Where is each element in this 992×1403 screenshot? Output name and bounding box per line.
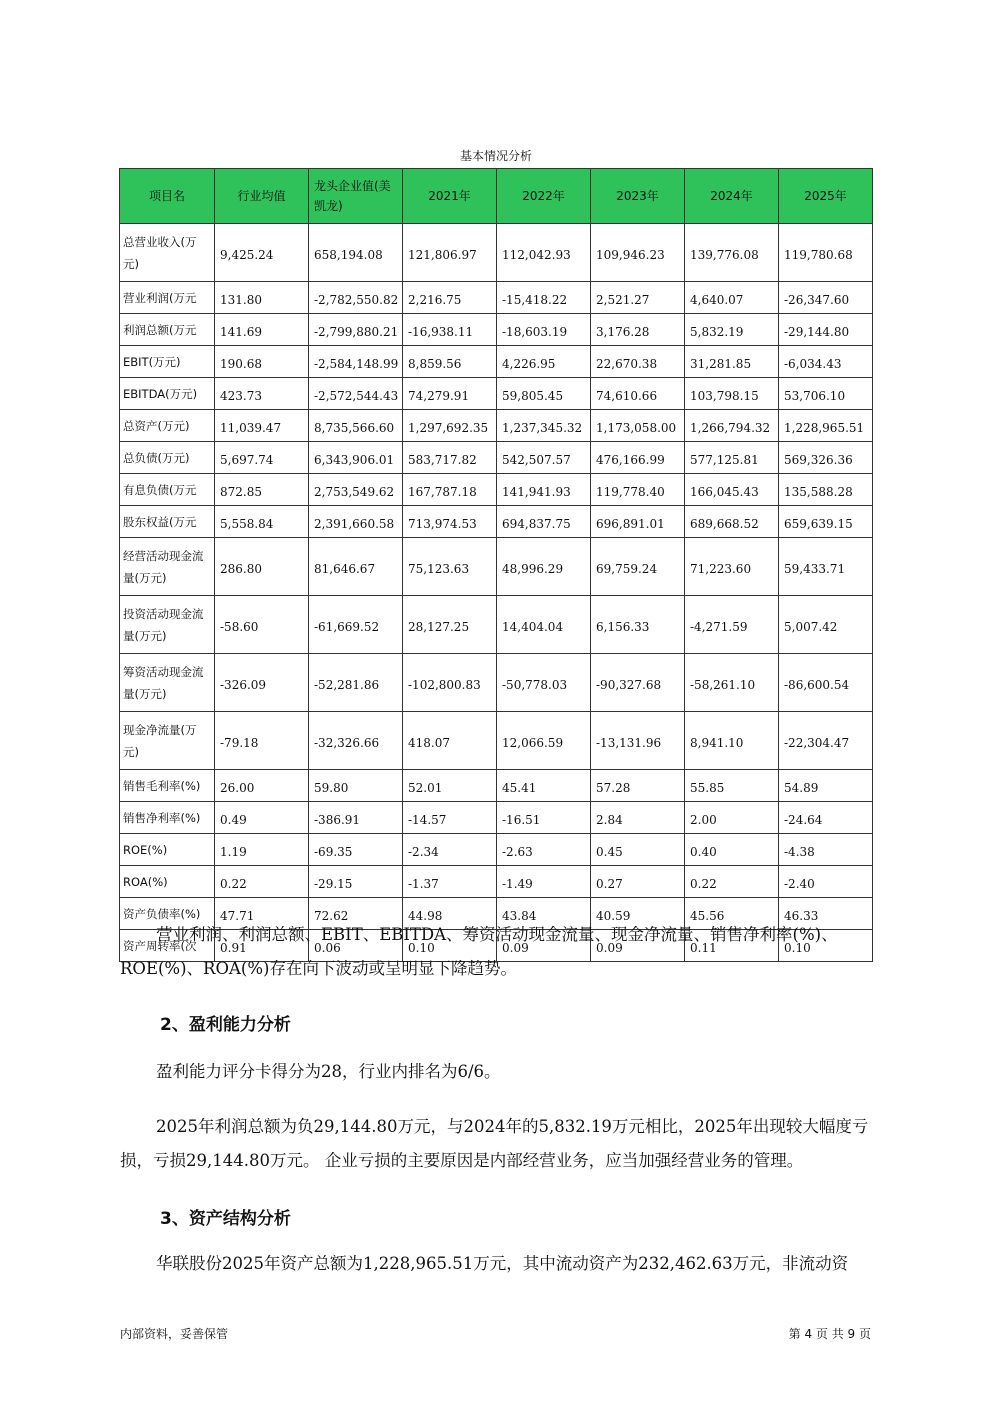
table-cell: -52,281.86 — [309, 654, 403, 712]
table-cell: 4,640.07 — [685, 282, 779, 314]
table-cell: 74,610.66 — [591, 378, 685, 410]
table-cell: 59.80 — [309, 770, 403, 802]
table-cell: 418.07 — [403, 712, 497, 770]
basic-analysis-table — [119, 168, 873, 962]
table-cell: 1,237,345.32 — [497, 410, 591, 442]
section-heading-asset-structure: 3、资产结构分析 — [160, 1209, 291, 1229]
table-cell: 43.84 — [497, 898, 591, 930]
section-heading-profitability: 2、盈利能力分析 — [160, 1015, 291, 1035]
table-row — [120, 866, 873, 898]
table-cell: -14.57 — [403, 802, 497, 834]
table-cell: 59,433.71 — [779, 538, 873, 596]
table-row — [120, 346, 873, 378]
table-cell: 53,706.10 — [779, 378, 873, 410]
row-label: 资产周转率(次 — [120, 930, 215, 962]
table-cell: 14,404.04 — [497, 596, 591, 654]
row-label: 总负债(万元) — [120, 442, 215, 474]
row-label: ROA(%) — [120, 866, 215, 898]
table-cell: 0.22 — [215, 866, 309, 898]
table-cell: -2,782,550.82 — [309, 282, 403, 314]
table-cell: 139,776.08 — [685, 224, 779, 282]
table-cell: 131.80 — [215, 282, 309, 314]
table-cell: 659,639.15 — [779, 506, 873, 538]
row-label: 现金净流量(万元) — [120, 712, 215, 770]
table-cell: -22,304.47 — [779, 712, 873, 770]
table-cell: 0.09 — [497, 930, 591, 962]
table-row — [120, 442, 873, 474]
table-row — [120, 224, 873, 282]
table-header-row — [120, 169, 873, 224]
table-cell: -32,326.66 — [309, 712, 403, 770]
table-cell: -24.64 — [779, 802, 873, 834]
table-cell: 2,216.75 — [403, 282, 497, 314]
table-cell: 286.80 — [215, 538, 309, 596]
table-cell: 696,891.01 — [591, 506, 685, 538]
row-label: 有息负债(万元 — [120, 474, 215, 506]
table-cell: -1.49 — [497, 866, 591, 898]
table-cell: -61,669.52 — [309, 596, 403, 654]
table-cell: -15,418.22 — [497, 282, 591, 314]
table-cell: 22,670.38 — [591, 346, 685, 378]
table-cell: 5,832.19 — [685, 314, 779, 346]
table-cell: -86,600.54 — [779, 654, 873, 712]
table-cell: 0.06 — [309, 930, 403, 962]
loss-paragraph: 2025年利润总额为负29,144.80万元，与2024年的5,832.19万元相比，2025年出现较大幅度亏损，亏损29,144.80万元。 企业亏损的主要原因是内部经营业务，应当加强经营业务的管理。 — [120, 1117, 869, 1170]
table-cell: 167,787.18 — [403, 474, 497, 506]
table-cell: 119,778.40 — [591, 474, 685, 506]
table-cell: 2.84 — [591, 802, 685, 834]
table-cell: 0.45 — [591, 834, 685, 866]
table-cell: -326.09 — [215, 654, 309, 712]
table-cell: 1,173,058.00 — [591, 410, 685, 442]
table-cell: -58.60 — [215, 596, 309, 654]
table-cell: 569,326.36 — [779, 442, 873, 474]
table-cell: 2,521.27 — [591, 282, 685, 314]
table-cell: 47.71 — [215, 898, 309, 930]
table-cell: -102,800.83 — [403, 654, 497, 712]
table-row — [120, 802, 873, 834]
table-cell: 12,066.59 — [497, 712, 591, 770]
table-cell: 872.85 — [215, 474, 309, 506]
row-label: 筹资活动现金流量(万元) — [120, 654, 215, 712]
table-cell: 2,753,549.62 — [309, 474, 403, 506]
table-cell: 54.89 — [779, 770, 873, 802]
table-cell: -69.35 — [309, 834, 403, 866]
table-cell: 0.27 — [591, 866, 685, 898]
table-row — [120, 596, 873, 654]
table-cell: -2.63 — [497, 834, 591, 866]
table-row — [120, 506, 873, 538]
table-cell: 0.91 — [215, 930, 309, 962]
row-label: EBITDA(万元) — [120, 378, 215, 410]
table-cell: 190.68 — [215, 346, 309, 378]
table-cell: 713,974.53 — [403, 506, 497, 538]
table-cell: 1,266,794.32 — [685, 410, 779, 442]
table-cell: 45.41 — [497, 770, 591, 802]
table-cell: 476,166.99 — [591, 442, 685, 474]
table-cell: 52.01 — [403, 770, 497, 802]
table-cell: 74,279.91 — [403, 378, 497, 410]
table-cell: 31,281.85 — [685, 346, 779, 378]
table-cell: 423.73 — [215, 378, 309, 410]
table-cell: 689,668.52 — [685, 506, 779, 538]
table-cell: 0.10 — [403, 930, 497, 962]
footer-note: 内部资料，妥善保管 — [120, 1327, 229, 1341]
table-cell: 1,228,965.51 — [779, 410, 873, 442]
trend-paragraph: 营业利润、利润总额、EBIT、EBITDA、筹资活动现金流量、现金净流量、销售净利率(%)、ROE(%)、ROA(%)存在向下波动或呈明显下降趋势。 — [120, 925, 838, 978]
table-cell: 46.33 — [779, 898, 873, 930]
table-header-cell: 2023年 — [591, 169, 685, 224]
table-cell: 542,507.57 — [497, 442, 591, 474]
table-row — [120, 834, 873, 866]
table-cell: -2.40 — [779, 866, 873, 898]
row-label: 股东权益(万元 — [120, 506, 215, 538]
table-cell: -2.34 — [403, 834, 497, 866]
row-label: 销售净利率(%) — [120, 802, 215, 834]
table-cell: 2.00 — [685, 802, 779, 834]
table-cell: 71,223.60 — [685, 538, 779, 596]
row-label: 资产负债率(%) — [120, 898, 215, 930]
table-cell: 81,646.67 — [309, 538, 403, 596]
table-cell: -29.15 — [309, 866, 403, 898]
table-cell: 5,697.74 — [215, 442, 309, 474]
table-cell: 112,042.93 — [497, 224, 591, 282]
table-cell: -50,778.03 — [497, 654, 591, 712]
score-paragraph: 盈利能力评分卡得分为28，行业内排名为6/6。 — [156, 1062, 501, 1081]
table-cell: -2,799,880.21 — [309, 314, 403, 346]
table-cell: 141,941.93 — [497, 474, 591, 506]
table-cell: 28,127.25 — [403, 596, 497, 654]
table-row — [120, 378, 873, 410]
row-label: EBIT(万元) — [120, 346, 215, 378]
table-cell: 2,391,660.58 — [309, 506, 403, 538]
table-row — [120, 654, 873, 712]
table-header-cell: 项目名 — [120, 169, 215, 224]
row-label: 销售毛利率(%) — [120, 770, 215, 802]
table-cell: -90,327.68 — [591, 654, 685, 712]
table-cell: 0.11 — [685, 930, 779, 962]
page-number: 第 4 页 共 9 页 — [788, 1327, 871, 1341]
table-cell: 121,806.97 — [403, 224, 497, 282]
table-header-cell: 龙头企业值(美凯龙) — [309, 169, 403, 224]
table-cell: 109,946.23 — [591, 224, 685, 282]
table-cell: 1.19 — [215, 834, 309, 866]
row-label: ROE(%) — [120, 834, 215, 866]
table-row — [120, 474, 873, 506]
row-label: 经营活动现金流量(万元) — [120, 538, 215, 596]
table-cell: 59,805.45 — [497, 378, 591, 410]
table-cell: 8,735,566.60 — [309, 410, 403, 442]
table-row — [120, 770, 873, 802]
table-cell: 583,717.82 — [403, 442, 497, 474]
table-cell: -29,144.80 — [779, 314, 873, 346]
table-cell: 658,194.08 — [309, 224, 403, 282]
table-cell: 0.09 — [591, 930, 685, 962]
table-cell: 0.22 — [685, 866, 779, 898]
table-row — [120, 712, 873, 770]
table-cell: -16,938.11 — [403, 314, 497, 346]
table-cell: -386.91 — [309, 802, 403, 834]
table-cell: 69,759.24 — [591, 538, 685, 596]
table-header-cell: 行业均值 — [215, 169, 309, 224]
table-cell: -2,584,148.99 — [309, 346, 403, 378]
table-cell: 72.62 — [309, 898, 403, 930]
table-cell: -13,131.96 — [591, 712, 685, 770]
table-cell: 5,558.84 — [215, 506, 309, 538]
table-header-cell: 2025年 — [779, 169, 873, 224]
table-cell: 103,798.15 — [685, 378, 779, 410]
table-cell: 6,156.33 — [591, 596, 685, 654]
table-cell: 75,123.63 — [403, 538, 497, 596]
table-cell: 166,045.43 — [685, 474, 779, 506]
table-row — [120, 538, 873, 596]
table-row — [120, 282, 873, 314]
table-cell: 3,176.28 — [591, 314, 685, 346]
row-label: 总资产(万元) — [120, 410, 215, 442]
table-cell: 55.85 — [685, 770, 779, 802]
table-cell: 0.40 — [685, 834, 779, 866]
table-cell: -18,603.19 — [497, 314, 591, 346]
table-title: 基本情况分析 — [459, 149, 532, 163]
table-header-cell: 2022年 — [497, 169, 591, 224]
table-cell: 44.98 — [403, 898, 497, 930]
table-cell: 6,343,906.01 — [309, 442, 403, 474]
table-cell: 0.49 — [215, 802, 309, 834]
table-cell: 9,425.24 — [215, 224, 309, 282]
table-row — [120, 410, 873, 442]
row-label: 投资活动现金流量(万元) — [120, 596, 215, 654]
table-cell: 40.59 — [591, 898, 685, 930]
table-header-cell: 2024年 — [685, 169, 779, 224]
table-cell: -1.37 — [403, 866, 497, 898]
table-cell: 1,297,692.35 — [403, 410, 497, 442]
table-cell: 577,125.81 — [685, 442, 779, 474]
asset-paragraph: 华联股份2025年资产总额为1,228,965.51万元，其中流动资产为232,462.63万元，非流动资 — [156, 1254, 849, 1273]
table-cell: 11,039.47 — [215, 410, 309, 442]
table-cell: -79.18 — [215, 712, 309, 770]
table-cell: 135,588.28 — [779, 474, 873, 506]
table-cell: 45.56 — [685, 898, 779, 930]
table-cell: 119,780.68 — [779, 224, 873, 282]
table-cell: 5,007.42 — [779, 596, 873, 654]
table-cell: -4,271.59 — [685, 596, 779, 654]
table-cell: 57.28 — [591, 770, 685, 802]
table-header-cell: 2021年 — [403, 169, 497, 224]
table-row — [120, 314, 873, 346]
table-cell: 8,859.56 — [403, 346, 497, 378]
table-cell: -16.51 — [497, 802, 591, 834]
table-cell: -58,261.10 — [685, 654, 779, 712]
table-cell: 4,226.95 — [497, 346, 591, 378]
table-cell: 8,941.10 — [685, 712, 779, 770]
row-label: 利润总额(万元 — [120, 314, 215, 346]
table-cell: 26.00 — [215, 770, 309, 802]
row-label: 总营业收入(万元) — [120, 224, 215, 282]
table-cell: 0.10 — [779, 930, 873, 962]
table-cell: -4.38 — [779, 834, 873, 866]
row-label: 营业利润(万元 — [120, 282, 215, 314]
table-cell: 141.69 — [215, 314, 309, 346]
table-cell: 694,837.75 — [497, 506, 591, 538]
table-cell: -6,034.43 — [779, 346, 873, 378]
table-cell: 48,996.29 — [497, 538, 591, 596]
table-cell: -26,347.60 — [779, 282, 873, 314]
table-cell: -2,572,544.43 — [309, 378, 403, 410]
